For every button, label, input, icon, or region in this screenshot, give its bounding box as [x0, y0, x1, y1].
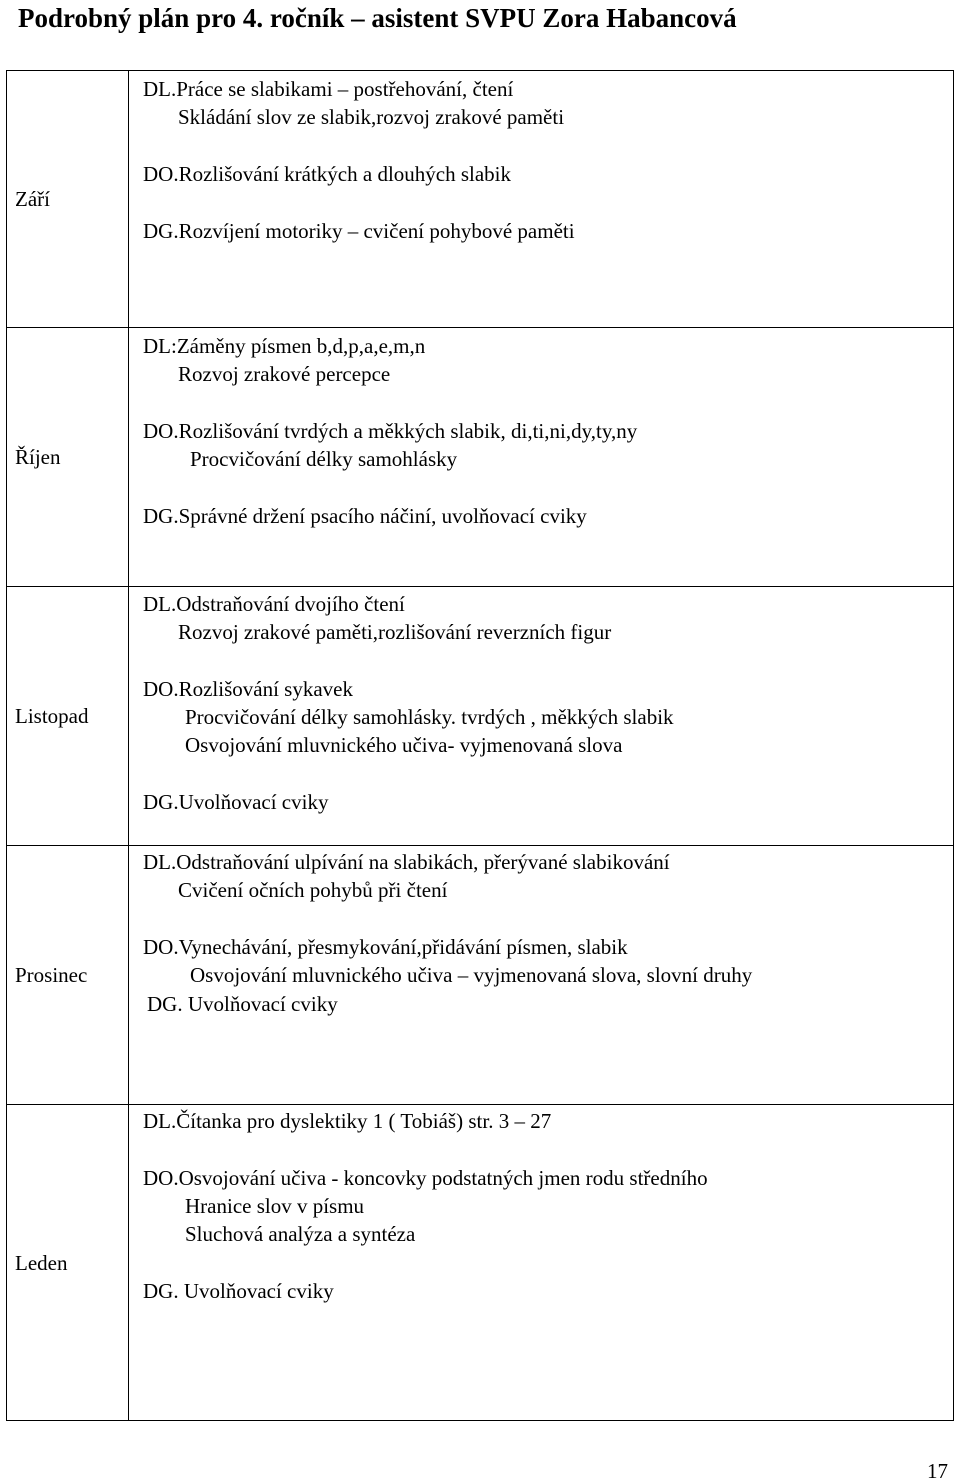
table-row [7, 587, 954, 846]
plan-line: Procvičování délky samohlásky [190, 447, 458, 471]
plan-line: DG.Uvolňovací cviky [143, 790, 329, 814]
plan-line: DL.Odstraňování dvojího čtení [143, 592, 405, 616]
month-content [129, 846, 953, 1104]
month-label: Prosinec [15, 963, 88, 987]
plan-line: Osvojování mluvnického učiva – vyjmenovaná slova, slovní druhy [190, 963, 753, 987]
plan-line: DO.Osvojování učiva - koncovky podstatných jmen rodu středního [143, 1166, 708, 1190]
page-number: 17 [927, 1459, 948, 1483]
plan-line: DG. Uvolňovací cviky [147, 992, 338, 1016]
plan-line: DL:Záměny písmen b,d,p,a,e,m,n [143, 334, 426, 358]
month-label: Leden [15, 1250, 68, 1275]
table-row [7, 1105, 954, 1421]
table-row [7, 846, 954, 1105]
month-label: Listopad [15, 704, 89, 728]
month-content [129, 71, 953, 327]
plan-line: Rozvoj zrakové paměti,rozlišování reverzních figur [178, 620, 612, 644]
plan-line: Cvičení očních pohybů při čtení [178, 878, 448, 902]
month-content [129, 1105, 953, 1420]
month-label: Září [15, 187, 50, 211]
plan-line: DO.Rozlišování krátkých a dlouhých slabik [143, 162, 512, 186]
plan-line: Skládání slov ze slabik,rozvoj zrakové paměti [178, 105, 565, 129]
month-content [129, 328, 953, 586]
table-row [7, 328, 954, 587]
plan-line: Hranice slov v písmu [185, 1194, 365, 1218]
plan-line: DL.Odstraňování ulpívání na slabikách, přerývané slabikování [143, 850, 670, 874]
month-content [129, 587, 953, 845]
plan-line: Procvičování délky samohlásky. tvrdých , měkkých slabik [185, 705, 674, 729]
plan-line: DL.Čítanka pro dyslektiky 1 ( Tobiáš) str. 3 – 27 [143, 1109, 552, 1133]
month-label: Říjen [15, 445, 61, 469]
plan-line: Sluchová analýza a syntéza [185, 1222, 416, 1246]
plan-line: Rozvoj zrakové percepce [178, 362, 391, 386]
plan-line: DG.Správné držení psacího náčiní, uvolňovací cviky [143, 504, 587, 528]
plan-line: DG. Uvolňovací cviky [143, 1279, 334, 1303]
plan-line: DO.Vynechávání, přesmykování,přidávání písmen, slabik [143, 935, 628, 959]
plan-line: DL.Práce se slabikami – postřehování, čtení [143, 77, 514, 101]
page-title: Podrobný plán pro 4. ročník – asistent SVPU Zora Habancová [18, 3, 737, 33]
plan-line: DG.Rozvíjení motoriky – cvičení pohybové paměti [143, 219, 575, 243]
plan-line: DO.Rozlišování sykavek [143, 677, 353, 701]
plan-line: DO.Rozlišování tvrdých a měkkých slabik, di,ti,ni,dy,ty,ny [143, 419, 638, 443]
plan-table [6, 70, 954, 1421]
plan-line: Osvojování mluvnického učiva- vyjmenovaná slova [185, 733, 623, 757]
table-row [7, 71, 954, 328]
